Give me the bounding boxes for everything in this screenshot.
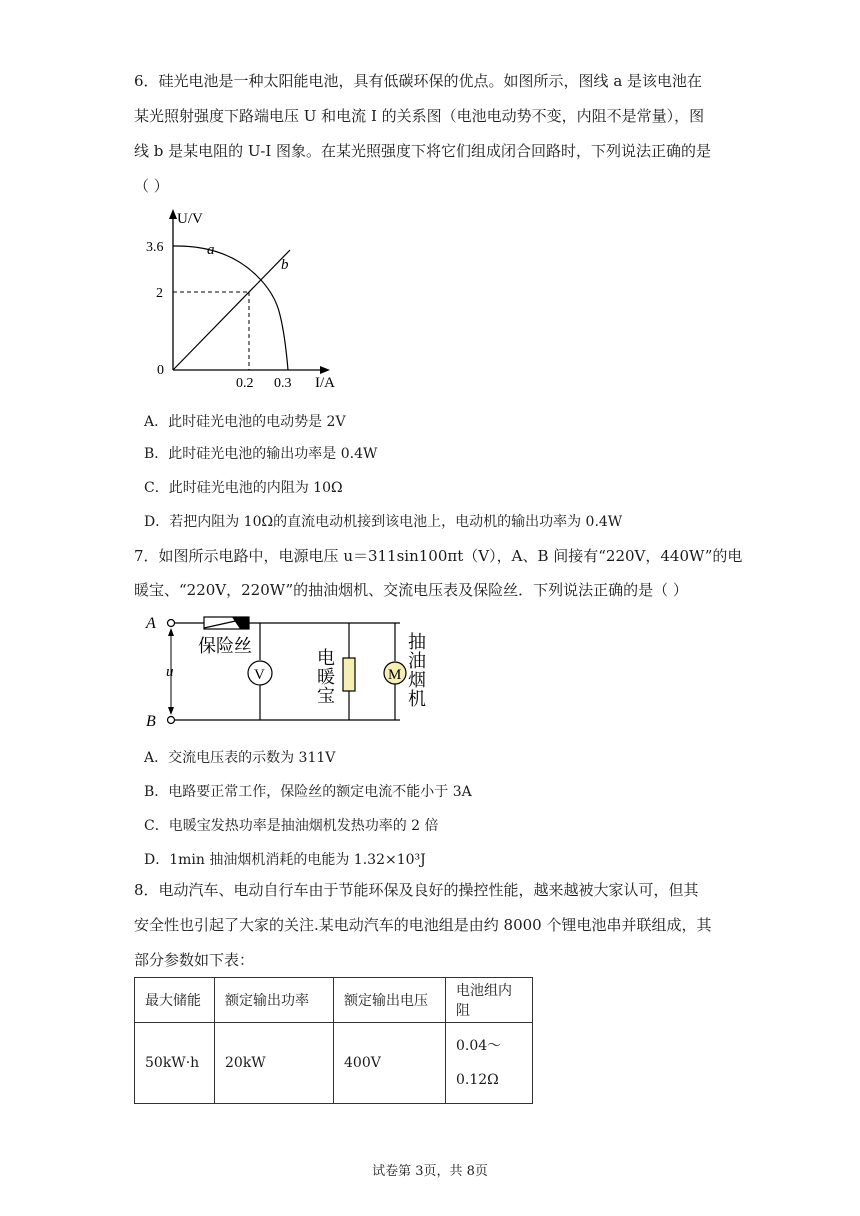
- q6-stem-line-1: 6．硅光电池是一种太阳能电池，具有低碳环保的优点。如图所示，图线 a 是该电池在: [134, 72, 703, 90]
- value-internal-resistance: [446, 1023, 533, 1104]
- q6-answer-bracket: （ ）: [134, 177, 169, 195]
- q7-option-a: A．交流电压表的示数为 311V: [144, 750, 336, 766]
- header-internal-resistance: 电池组内阻: [446, 978, 533, 1023]
- origin-label: 0: [157, 363, 164, 378]
- heater-label-1: 电: [317, 648, 335, 668]
- q6-option-b: B．此时硅光电池的输出功率是 0.4W: [144, 446, 378, 462]
- q7-circuit-diagram: [140, 608, 440, 733]
- table-row: [135, 1023, 533, 1104]
- page-footer: 试卷第 3页，共 8页: [372, 1164, 488, 1179]
- heater-label-2: 暖: [317, 667, 335, 687]
- curve-a-label: a: [207, 242, 215, 258]
- heater-label-3: 宝: [317, 686, 335, 706]
- resistance-line-2: 0.12Ω: [456, 1072, 499, 1088]
- q7-option-c: C．电暖宝发热功率是抽油烟机发热功率的 2 倍: [144, 818, 439, 834]
- curve-a: [173, 246, 288, 370]
- y-axis-arrow: [169, 209, 177, 219]
- terminal-b-label: B: [146, 713, 156, 730]
- heater-resistor: [343, 658, 355, 691]
- q8-stem-line-2: 安全性也引起了大家的关注.某电动汽车的电池组是由约 8000 个锂电池串并联组成，其: [134, 916, 712, 934]
- x-axis-label: I/A: [315, 375, 335, 391]
- q6-stem-line-2: 某光照射强度下路端电压 U 和电流 I 的关系图（电池电动势不变，内阻不是常量），图: [134, 107, 705, 125]
- table-header-row: [135, 978, 533, 1023]
- hood-label-4: 机: [408, 689, 426, 709]
- battery-parameter-table: [134, 977, 533, 1104]
- value-rated-power: 20kW: [215, 1023, 334, 1104]
- value-max-storage: 50kW·h: [135, 1023, 215, 1104]
- q6-stem-line-3: 线 b 是某电阻的 U-I 图象。在某光照强度下将它们组成闭合回路时，下列说法正确的是: [134, 142, 712, 160]
- q7-option-b: B．电路要正常工作，保险丝的额定电流不能小于 3A: [144, 784, 472, 800]
- motor-label: M: [388, 667, 402, 683]
- terminal-a-label: A: [146, 615, 156, 632]
- q7-stem-line-2: 暖宝、“220V，220W”的抽油烟机、交流电压表及保险丝．下列说法正确的是（ ）: [134, 581, 688, 599]
- header-max-storage: 最大储能: [135, 978, 215, 1023]
- q6-option-a: A．此时硅光电池的电动势是 2V: [144, 414, 346, 430]
- x-axis-arrow: [320, 366, 330, 374]
- y-axis-label: U/V: [177, 211, 203, 227]
- y-tick-3-6: 3.6: [146, 240, 164, 255]
- x-tick-0-2: 0.2: [236, 376, 254, 391]
- q6-option-c: C．此时硅光电池的内阻为 10Ω: [144, 480, 343, 496]
- q6-ui-graph: [140, 205, 360, 395]
- header-rated-power: 额定输出功率: [215, 978, 334, 1023]
- hood-label-1: 抽: [408, 632, 426, 652]
- terminal-b-node: [168, 717, 175, 724]
- q8-stem-line-3: 部分参数如下表：: [134, 951, 255, 969]
- value-rated-voltage: 400V: [334, 1023, 446, 1104]
- y-tick-2: 2: [156, 286, 163, 301]
- voltage-arrow-bottom: [168, 707, 174, 715]
- resistance-line-1: 0.04～: [456, 1038, 502, 1054]
- terminal-a-node: [168, 620, 175, 627]
- line-b: [173, 250, 290, 370]
- hood-label-3: 烟: [408, 670, 426, 690]
- voltmeter-label: V: [254, 667, 265, 683]
- x-tick-0-3: 0.3: [274, 376, 292, 391]
- voltage-arrow-top: [168, 628, 174, 636]
- header-rated-voltage: 额定输出电压: [334, 978, 446, 1023]
- hood-label-2: 油: [408, 651, 426, 671]
- q6-option-d: D．若把内阻为 10Ω的直流电动机接到该电池上，电动机的输出功率为 0.4W: [144, 514, 623, 530]
- q7-option-d: D．1min 抽油烟机消耗的电能为 1.32×10³J: [144, 852, 426, 868]
- fuse-label: 保险丝: [198, 636, 252, 656]
- q7-stem-line-1: 7．如图所示电路中，电源电压 u＝311sin100πt（V），A、B 间接有“220V，440W”的电: [134, 547, 743, 565]
- line-b-label: b: [281, 257, 289, 273]
- q8-stem-line-1: 8．电动汽车、电动自行车由于节能环保及良好的操控性能，越来越被大家认可，但其: [134, 881, 699, 899]
- voltage-label: u: [166, 664, 174, 680]
